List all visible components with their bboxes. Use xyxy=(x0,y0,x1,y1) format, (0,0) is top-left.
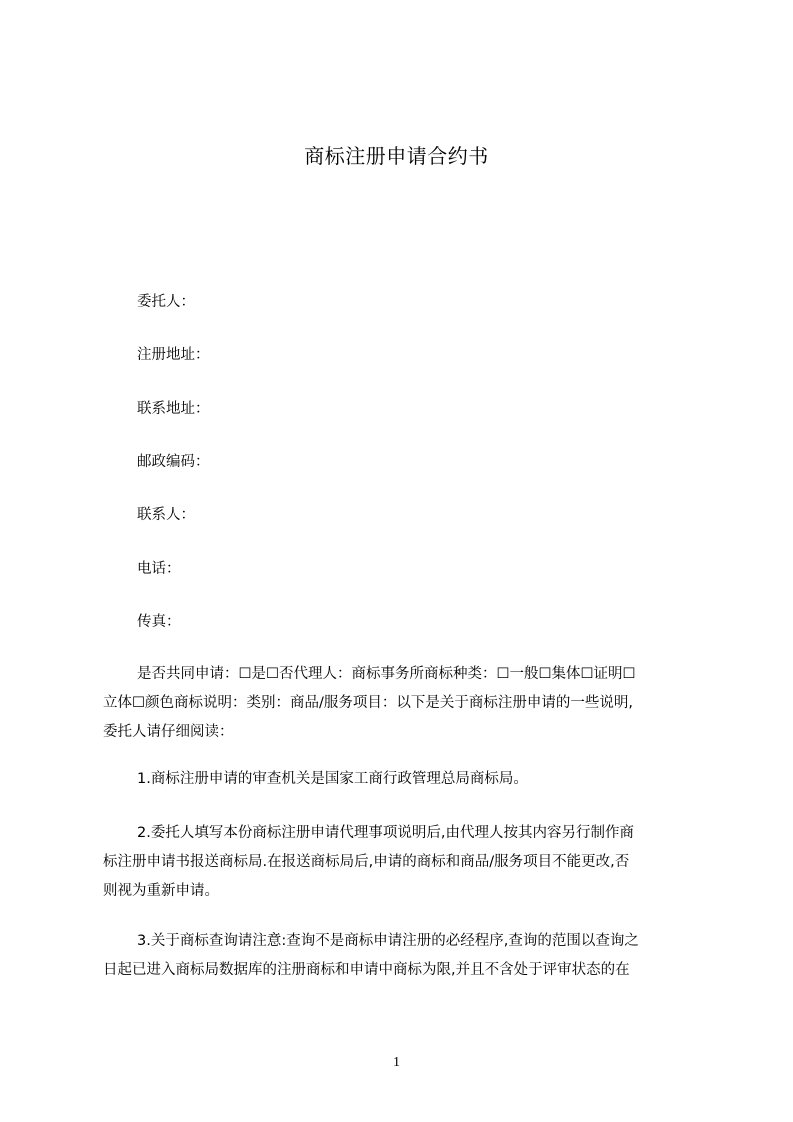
field-contact-address: 联系地址： xyxy=(137,401,210,417)
item-2-paragraph xyxy=(103,819,688,906)
item-line: 标注册申请书报送商标局.在报送商标局后,申请的商标和商品/服务项目不能更改,否 xyxy=(103,854,630,870)
intro-paragraph xyxy=(103,660,688,747)
field-postal-code: 邮政编码： xyxy=(137,454,210,470)
intro-line: 立体☐颜色商标说明：类别：商品/服务项目：以下是关于商标注册申请的一些说明, xyxy=(103,695,633,711)
page-number: 1 xyxy=(393,1055,400,1070)
item-line: 日起已进入商标局数据库的注册商标和申请中商标为限,并且不含处于评审状态的在 xyxy=(103,962,630,978)
field-telephone: 电话： xyxy=(137,561,181,577)
item-line: 2.委托人填写本份商标注册申请代理事项说明后,由代理人按其内容另行制作商 xyxy=(137,825,634,841)
field-entrustor: 委托人： xyxy=(137,294,195,310)
intro-line: 委托人请仔细阅读： xyxy=(103,724,234,740)
intro-line: 是否共同申请：☐是☐否代理人：商标事务所商标种类：☐一般☐集体☐证明☐ xyxy=(137,666,636,682)
item-1-paragraph xyxy=(103,765,688,794)
item-line: 1.商标注册申请的审查机关是国家工商行政管理总局商标局。 xyxy=(137,771,528,787)
item-line: 则视为重新申请。 xyxy=(103,883,219,899)
field-contact-person: 联系人： xyxy=(137,507,195,523)
item-3-paragraph xyxy=(103,927,688,985)
item-line: 3.关于商标查询请注意:查询不是商标申请注册的必经程序,查询的范围以查询之 xyxy=(137,933,639,949)
field-fax: 传真： xyxy=(137,614,181,630)
field-registered-address: 注册地址： xyxy=(137,347,210,363)
document-title: 商标注册申请合约书 xyxy=(304,144,489,168)
